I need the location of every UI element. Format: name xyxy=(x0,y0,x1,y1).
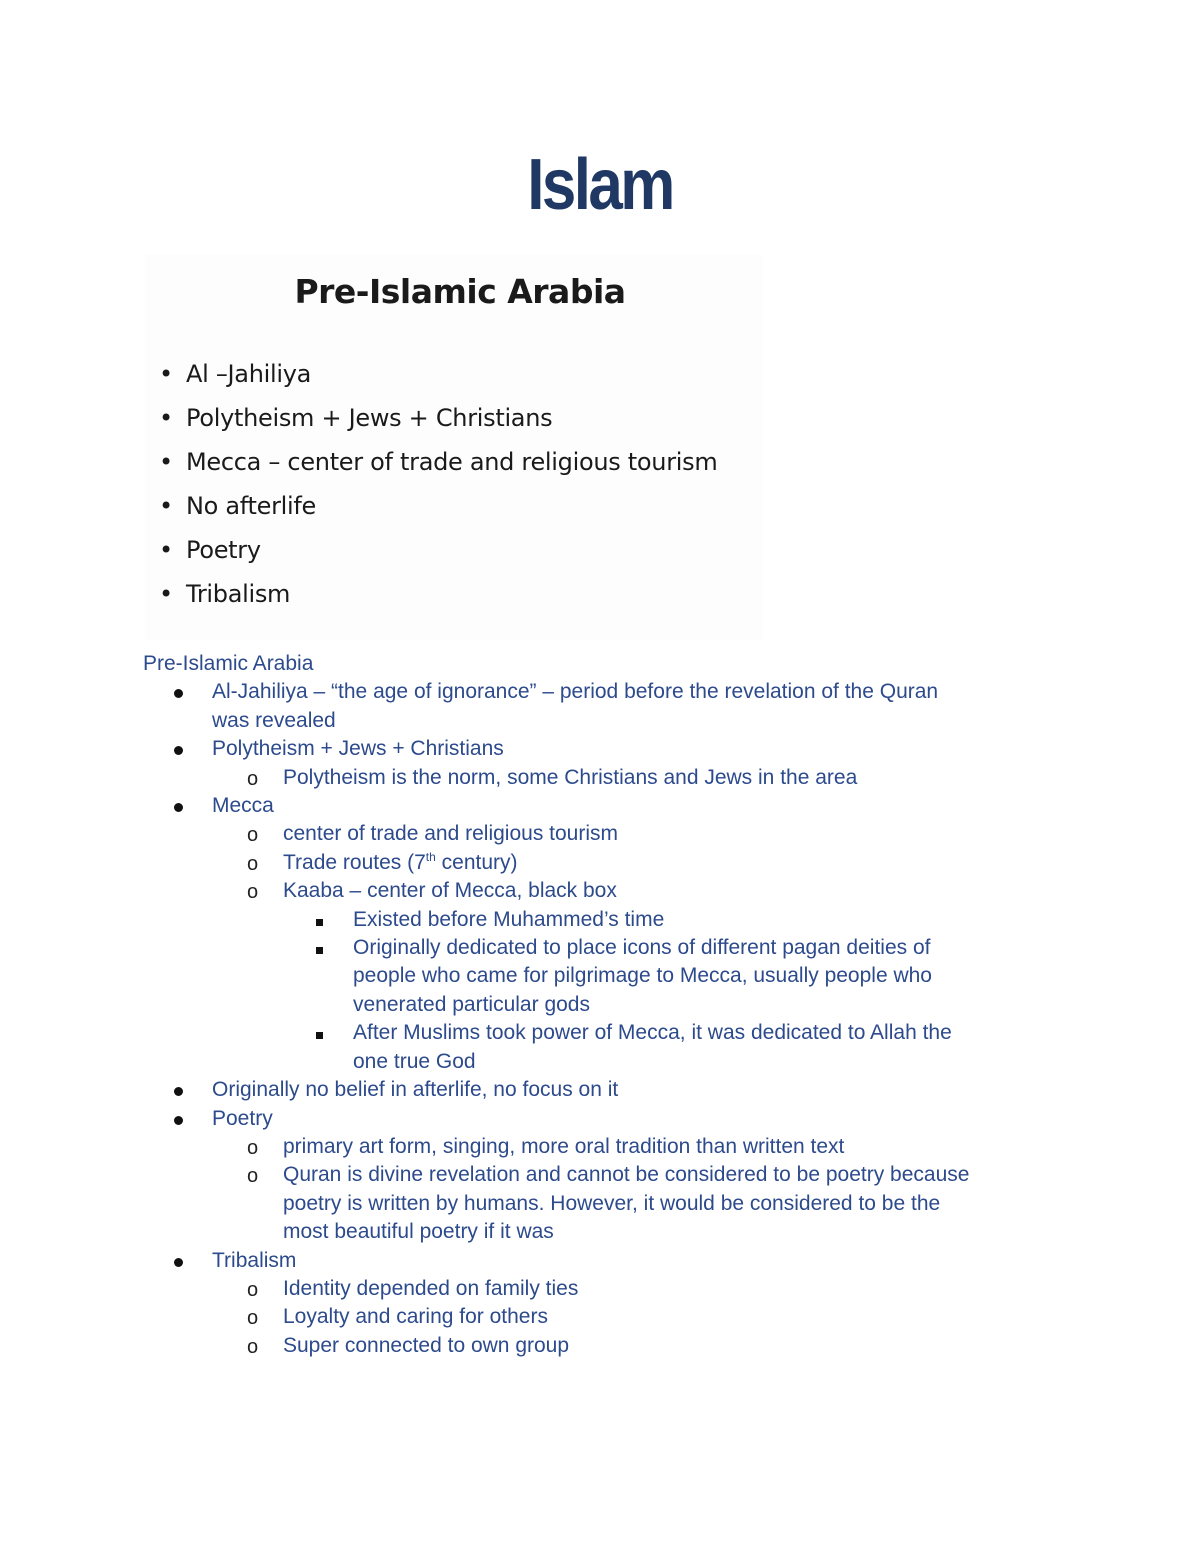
slide-bullet: • Tribalism xyxy=(157,572,717,616)
list-item: Al-Jahiliya – “the age of ignorance” – period before the revelation of the Quran was revealed xyxy=(143,678,1063,735)
list-item: Tribalism xyxy=(143,1247,1063,1275)
slide-image xyxy=(145,255,763,640)
list-item: o Super connected to own group xyxy=(143,1332,1063,1360)
list-item: o Kaaba – center of Mecca, black box xyxy=(143,877,1063,905)
bullet-disc-icon xyxy=(174,1247,183,1275)
bullet-disc-icon xyxy=(174,735,183,763)
notes-outline xyxy=(143,650,1063,1360)
bullet-icon: • xyxy=(159,360,173,388)
bullet-circle-icon: o xyxy=(247,824,259,847)
slide-bullet: • Polytheism + Jews + Christians xyxy=(157,396,717,440)
list-item: After Muslims took power of Mecca, it was dedicated to Allah the one true God xyxy=(143,1019,1063,1076)
bullet-disc-icon xyxy=(174,792,183,820)
bullet-square-icon xyxy=(316,934,323,962)
bullet-circle-icon: o xyxy=(247,881,259,904)
slide-bullet-list xyxy=(157,352,717,616)
list-item: Originally dedicated to place icons of different pagan deities of people who came for pilgrimage to Mecca, usually people who venerated particular gods xyxy=(143,934,1063,1019)
list-item: Existed before Muhammed’s time xyxy=(143,906,1063,934)
bullet-circle-icon: o xyxy=(247,1278,259,1301)
list-item: o Loyalty and caring for others xyxy=(143,1303,1063,1331)
bullet-icon: • xyxy=(159,536,173,564)
list-item: Poetry xyxy=(143,1105,1063,1133)
bullet-circle-icon: o xyxy=(247,767,259,790)
list-item: Mecca xyxy=(143,792,1063,820)
bullet-disc-icon xyxy=(174,1076,183,1104)
list-item: o Trade routes (7th century) xyxy=(143,849,1063,877)
notes-heading: Pre-Islamic Arabia xyxy=(143,652,314,675)
list-item: o Quran is divine revelation and cannot be considered to be poetry because poetry is written by humans. However, it would be considered to be the most beautiful poetry if it was xyxy=(247,1163,970,1244)
bullet-icon: • xyxy=(159,404,173,432)
bullet-square-icon xyxy=(316,906,323,934)
list-item: o center of trade and religious tourism xyxy=(143,820,1063,848)
slide-bullet: • Poetry xyxy=(157,528,717,572)
document-title: Islam xyxy=(527,145,673,225)
list-item: o Polytheism is the norm, some Christians and Jews in the area xyxy=(143,764,1063,792)
list-item: o Identity depended on family ties xyxy=(143,1275,1063,1303)
list-item: o primary art form, singing, more oral tradition than written text xyxy=(143,1133,1063,1161)
bullet-icon: • xyxy=(159,492,173,520)
list-item: Originally no belief in afterlife, no focus on it xyxy=(143,1076,1063,1104)
bullet-disc-icon xyxy=(174,678,183,706)
slide-bullet: • Mecca – center of trade and religious tourism xyxy=(157,440,717,484)
slide-bullet: • Al –Jahiliya xyxy=(157,352,717,396)
bullet-square-icon xyxy=(316,1019,323,1047)
bullet-circle-icon: o xyxy=(247,852,259,875)
slide-title: Pre-Islamic Arabia xyxy=(294,272,626,311)
list-item: Polytheism + Jews + Christians xyxy=(143,735,1063,763)
bullet-circle-icon: o xyxy=(247,1307,259,1330)
bullet-circle-icon: o xyxy=(247,1335,259,1358)
bullet-circle-icon: o xyxy=(247,1136,259,1159)
bullet-disc-icon xyxy=(174,1105,183,1133)
slide-bullet: • No afterlife xyxy=(157,484,717,528)
bullet-icon: • xyxy=(159,580,173,608)
bullet-circle-icon: o xyxy=(247,1165,259,1188)
bullet-icon: • xyxy=(159,448,173,476)
